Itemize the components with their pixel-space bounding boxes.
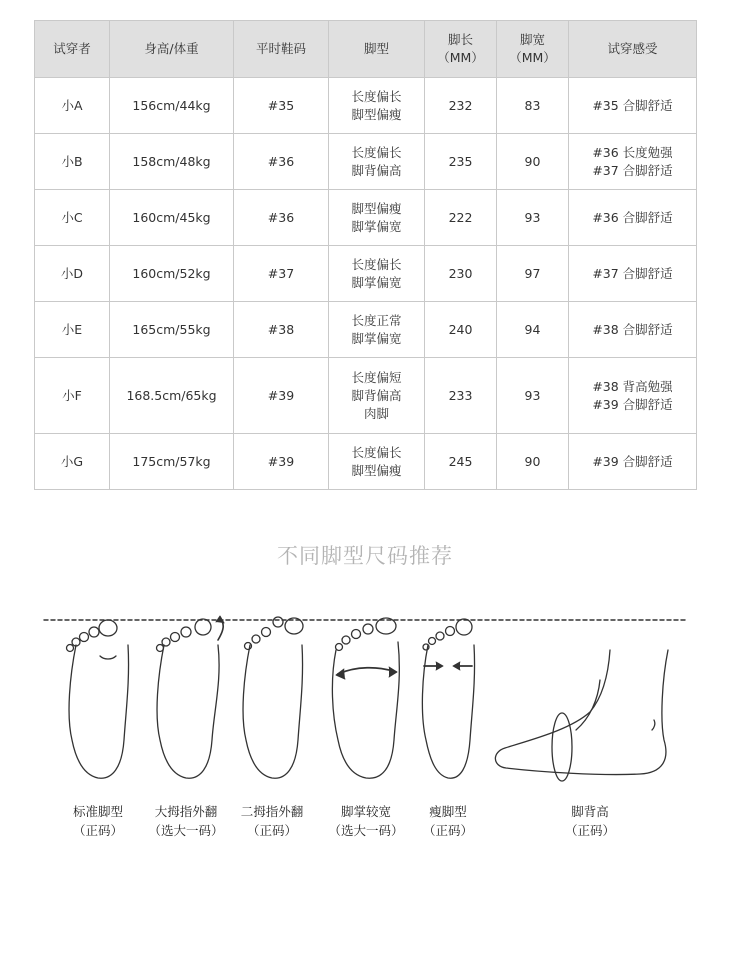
cell-feedback: #36 长度勉强 #37 合脚舒适 bbox=[569, 134, 697, 190]
foot-type-name: 大拇指外翻 bbox=[154, 804, 218, 819]
foot-type-advice: （正码） bbox=[72, 823, 124, 838]
cell-usual-size: #37 bbox=[234, 246, 329, 302]
cell-tester: 小B bbox=[35, 134, 110, 190]
cell-usual-size: #38 bbox=[234, 302, 329, 358]
header-usual-size: 平时鞋码 bbox=[234, 21, 329, 78]
cell-foot-length: 222 bbox=[425, 190, 497, 246]
cell-foot-length: 245 bbox=[425, 434, 497, 490]
header-foot-type: 脚型 bbox=[329, 21, 425, 78]
cell-foot-type: 脚型偏瘦 脚掌偏宽 bbox=[329, 190, 425, 246]
cell-foot-length: 240 bbox=[425, 302, 497, 358]
header-height-weight: 身高/体重 bbox=[110, 21, 234, 78]
section-title: 不同脚型尺码推荐 bbox=[277, 544, 453, 568]
cell-tester: 小C bbox=[35, 190, 110, 246]
cell-foot-width: 97 bbox=[497, 246, 569, 302]
table-header-row bbox=[35, 21, 697, 78]
cell-feedback: #35 合脚舒适 bbox=[569, 78, 697, 134]
standard-foot-icon bbox=[67, 620, 129, 778]
foot-type-name: 脚背高 bbox=[571, 804, 609, 819]
cell-feedback: #36 合脚舒适 bbox=[569, 190, 697, 246]
foot-type-advice: （选大一码） bbox=[148, 823, 224, 838]
header-tester: 试穿者 bbox=[35, 21, 110, 78]
table-row bbox=[35, 246, 697, 302]
table-row bbox=[35, 302, 697, 358]
foot-type-advice: （正码） bbox=[246, 823, 298, 838]
foot-type-label bbox=[328, 802, 403, 840]
cell-foot-width: 93 bbox=[497, 358, 569, 434]
cell-foot-type: 长度偏长 脚型偏瘦 bbox=[329, 434, 425, 490]
cell-foot-width: 93 bbox=[497, 190, 569, 246]
table-row bbox=[35, 190, 697, 246]
cell-height-weight: 160cm/45kg bbox=[110, 190, 234, 246]
foot-type-label bbox=[241, 802, 304, 840]
foot-type-name: 瘦脚型 bbox=[429, 804, 467, 819]
header-feedback: 试穿感受 bbox=[569, 21, 697, 78]
cell-feedback: #39 合脚舒适 bbox=[569, 434, 697, 490]
cell-usual-size: #39 bbox=[234, 434, 329, 490]
cell-foot-type: 长度偏长 脚掌偏宽 bbox=[329, 246, 425, 302]
cell-height-weight: 168.5cm/65kg bbox=[110, 358, 234, 434]
cell-foot-length: 232 bbox=[425, 78, 497, 134]
foot-type-advice: （正码） bbox=[422, 823, 474, 838]
cell-height-weight: 156cm/44kg bbox=[110, 78, 234, 134]
cell-foot-width: 83 bbox=[497, 78, 569, 134]
foot-types-illustration bbox=[0, 600, 730, 800]
foot-type-label bbox=[73, 802, 123, 840]
foot-type-label bbox=[148, 802, 223, 840]
header-foot-width: 脚宽 （MM） bbox=[497, 21, 569, 78]
cell-usual-size: #36 bbox=[234, 190, 329, 246]
cell-height-weight: 165cm/55kg bbox=[110, 302, 234, 358]
cell-height-weight: 158cm/48kg bbox=[110, 134, 234, 190]
cell-foot-type: 长度正常 脚掌偏宽 bbox=[329, 302, 425, 358]
table-row bbox=[35, 358, 697, 434]
header-foot-length: 脚长 （MM） bbox=[425, 21, 497, 78]
cell-tester: 小F bbox=[35, 358, 110, 434]
cell-usual-size: #35 bbox=[234, 78, 329, 134]
cell-tester: 小E bbox=[35, 302, 110, 358]
cell-usual-size: #36 bbox=[234, 134, 329, 190]
cell-foot-type: 长度偏长 脚背偏高 bbox=[329, 134, 425, 190]
cell-height-weight: 175cm/57kg bbox=[110, 434, 234, 490]
table-row bbox=[35, 134, 697, 190]
foot-type-label bbox=[565, 802, 615, 840]
cell-foot-length: 230 bbox=[425, 246, 497, 302]
cell-feedback: #38 合脚舒适 bbox=[569, 302, 697, 358]
table-row bbox=[35, 434, 697, 490]
fitting-table bbox=[34, 20, 697, 490]
foot-type-advice: （选大一码） bbox=[328, 823, 404, 838]
cell-usual-size: #39 bbox=[234, 358, 329, 434]
cell-foot-length: 235 bbox=[425, 134, 497, 190]
cell-foot-type: 长度偏长 脚型偏瘦 bbox=[329, 78, 425, 134]
slim-foot-icon bbox=[422, 619, 474, 778]
cell-feedback: #38 背高勉强 #39 合脚舒适 bbox=[569, 358, 697, 434]
foot-type-advice: （正码） bbox=[564, 823, 616, 838]
cell-foot-length: 233 bbox=[425, 358, 497, 434]
cell-foot-width: 94 bbox=[497, 302, 569, 358]
cell-height-weight: 160cm/52kg bbox=[110, 246, 234, 302]
foot-type-name: 标准脚型 bbox=[72, 804, 124, 819]
cell-foot-width: 90 bbox=[497, 134, 569, 190]
bunion-foot-icon bbox=[157, 616, 225, 778]
foot-type-name: 二拇指外翻 bbox=[240, 804, 304, 819]
high-instep-foot-icon bbox=[495, 650, 668, 781]
table-row bbox=[35, 78, 697, 134]
cell-tester: 小D bbox=[35, 246, 110, 302]
wide-foot-icon bbox=[332, 618, 399, 778]
cell-feedback: #37 合脚舒适 bbox=[569, 246, 697, 302]
foot-type-label bbox=[423, 802, 473, 840]
foot-type-name: 脚掌较宽 bbox=[340, 804, 392, 819]
cell-tester: 小A bbox=[35, 78, 110, 134]
cell-tester: 小G bbox=[35, 434, 110, 490]
cell-foot-type: 长度偏短 脚背偏高 肉脚 bbox=[329, 358, 425, 434]
second-toe-foot-icon bbox=[243, 617, 303, 778]
cell-foot-width: 90 bbox=[497, 434, 569, 490]
